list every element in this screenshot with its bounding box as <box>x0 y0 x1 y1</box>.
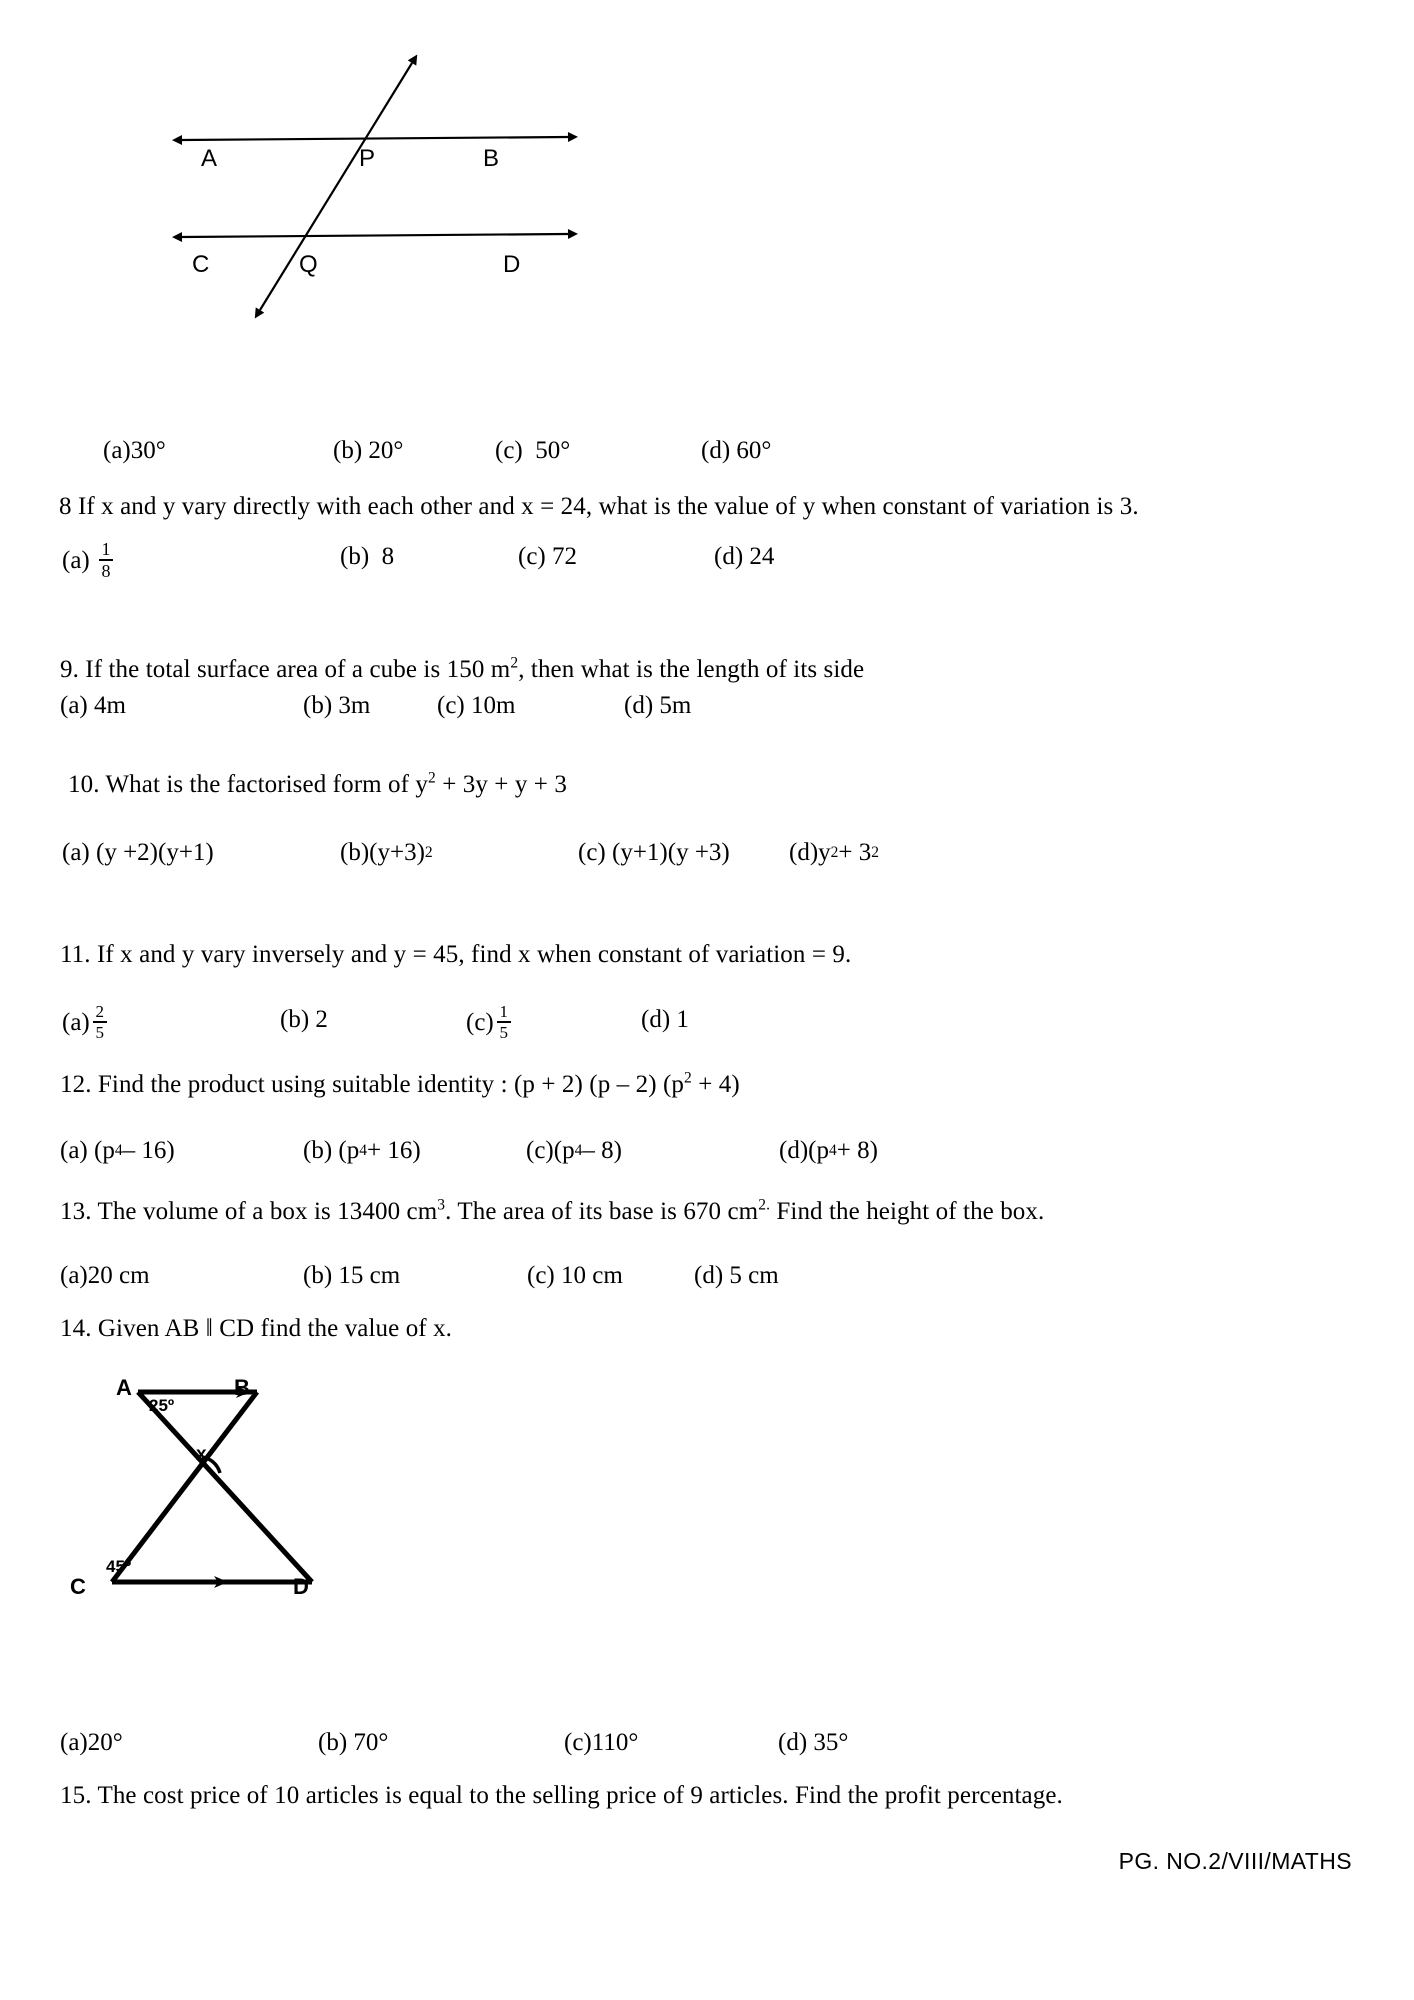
q13-option-d[interactable] <box>694 1260 779 1291</box>
q10-option-b-letter: (b) <box>340 839 370 866</box>
q14-option-a-text: 20° <box>87 1729 123 1756</box>
q7-label-b: B <box>483 145 500 172</box>
q11-option-b-letter: (b) <box>280 1006 310 1033</box>
q7-option-d[interactable] <box>701 435 771 466</box>
q13-option-b[interactable] <box>303 1260 400 1291</box>
q12-option-d-pre: (p <box>808 1137 829 1164</box>
q9-option-a-letter: (a) <box>60 692 88 719</box>
q7-option-c-letter: (c) <box>495 437 523 464</box>
question-13-part2: . The area of its base is 670 cm <box>445 1198 759 1225</box>
q14-option-c-text: 110° <box>591 1729 639 1756</box>
q10-option-d[interactable]: (d) y 2 + 3 2 <box>789 837 879 868</box>
q7-label-p: P <box>359 145 376 172</box>
q7-option-b[interactable] <box>333 435 403 466</box>
line-cd <box>182 234 568 237</box>
q13-option-a-text: 20 cm <box>87 1262 150 1289</box>
q9-option-c[interactable] <box>437 690 515 721</box>
q14-label-d: D <box>293 1574 309 1599</box>
q7-label-d: D <box>503 251 521 278</box>
q9-option-a[interactable] <box>60 690 126 721</box>
q11-option-c-denominator: 5 <box>499 1022 508 1042</box>
q12-option-b-letter: (b) <box>303 1137 333 1164</box>
q12-option-d-post: + 8) <box>836 1137 878 1164</box>
q10-option-d-tail: + 3 <box>838 839 872 866</box>
q7-option-d-text: 60° <box>736 437 772 464</box>
q7-label-c: C <box>192 251 210 278</box>
question-11-text: 11. If x and y vary inversely and y = 45, find x when constant of variation = 9. <box>60 941 852 968</box>
question-12-text <box>60 1069 740 1100</box>
question-12-text-after: + 4) <box>691 1071 740 1098</box>
q14-option-c[interactable] <box>564 1727 638 1758</box>
q7-option-a[interactable] <box>103 435 166 466</box>
q10-option-c-text: (y+1)(y +3) <box>612 839 730 866</box>
question-9-text <box>60 654 864 685</box>
q11-option-c-letter: (c) <box>466 1009 494 1037</box>
q9-option-a-text: 4m <box>94 692 126 719</box>
q13-option-c[interactable] <box>527 1260 623 1291</box>
q10-option-b[interactable]: (b) (y+3) 2 <box>340 837 433 868</box>
q10-option-a-letter: (a) <box>62 839 90 866</box>
segment-b-to-c <box>112 1392 257 1582</box>
q8-option-b-letter: (b) <box>340 543 370 570</box>
q8-option-a-fraction <box>99 540 113 580</box>
q7-parallel-lines-diagram <box>160 45 590 330</box>
q11-option-b[interactable] <box>280 1004 328 1035</box>
question-15-text: 15. The cost price of 10 articles is equal to the selling price of 9 articles. Find the profit percentage. <box>60 1782 1063 1809</box>
q12-option-c[interactable]: (c) (p 4 – 8) <box>526 1135 622 1166</box>
q13-option-b-text: 15 cm <box>338 1262 401 1289</box>
question-10-text-after: + 3y + y + 3 <box>435 771 567 798</box>
q12-option-a-letter: (a) <box>60 1137 88 1164</box>
q7-option-a-letter: (a) <box>103 437 131 464</box>
q8-option-a-numerator: 1 <box>101 539 111 559</box>
question-10-text-before: 10. What is the factorised form of y <box>68 771 428 798</box>
q14-option-c-letter: (c) <box>564 1729 592 1756</box>
question-8-text: 8 If x and y vary directly with each other and x = 24, what is the value of y when constant of variation is 3. <box>59 493 1139 520</box>
segment-a-to-d <box>138 1392 312 1582</box>
q11-option-a[interactable] <box>62 1004 110 1042</box>
question-9-text-before: 9. If the total surface area of a cube is 150 m <box>60 656 511 683</box>
question-12-exponent: 2 <box>684 1069 692 1087</box>
q11-option-b-text: 2 <box>315 1006 328 1033</box>
q10-option-d-text: y <box>818 839 831 866</box>
q12-option-b[interactable]: (b) (p 4 + 16) <box>303 1135 421 1166</box>
q10-option-a-text: (y +2)(y+1) <box>96 839 214 866</box>
q9-option-d-letter: (d) <box>624 692 654 719</box>
q13-option-b-letter: (b) <box>303 1262 333 1289</box>
q10-option-d-letter: (d) <box>789 839 819 866</box>
q9-option-b-text: 3m <box>338 692 371 719</box>
q12-option-c-pre: (p <box>553 1137 575 1164</box>
q12-option-a-post: – 16) <box>122 1137 175 1164</box>
q12-option-a[interactable]: (a) (p 4 – 16) <box>60 1135 175 1166</box>
q12-option-d[interactable]: (d) (p 4 + 8) <box>779 1135 878 1166</box>
q7-option-d-letter: (d) <box>701 437 731 464</box>
q8-option-d-text: 24 <box>749 543 775 570</box>
q8-option-b-text: 8 <box>381 543 395 570</box>
q12-option-b-pre: (p <box>338 1137 360 1164</box>
q8-option-c[interactable] <box>518 541 577 572</box>
q13-option-c-text: 10 cm <box>561 1262 623 1289</box>
question-10-exponent: 2 <box>427 769 436 787</box>
q8-option-d[interactable] <box>714 541 774 572</box>
q11-option-a-fraction <box>93 1003 107 1041</box>
q14-label-a: A <box>116 1375 132 1400</box>
q9-option-b-letter: (b) <box>303 692 333 719</box>
q11-option-a-denominator: 5 <box>95 1022 104 1042</box>
q14-option-b-text: 70° <box>353 1729 389 1756</box>
q14-option-b-letter: (b) <box>318 1729 348 1756</box>
q14-option-d-letter: (d) <box>778 1729 808 1756</box>
question-9-exponent: 2 <box>510 654 519 672</box>
q8-option-c-text: 72 <box>552 543 577 570</box>
q10-option-a[interactable] <box>62 837 214 868</box>
q14-label-c: C <box>70 1574 86 1599</box>
q7-option-c-text: 50° <box>535 437 571 464</box>
question-13-part1: 13. The volume of a box is 13400 cm <box>60 1198 438 1225</box>
q7-option-a-text: 30° <box>130 437 166 464</box>
line-ab <box>182 137 568 140</box>
q7-label-q: Q <box>299 251 318 278</box>
q11-option-a-letter: (a) <box>62 1009 90 1037</box>
q10-option-c[interactable] <box>578 837 730 868</box>
question-10-text <box>68 769 567 800</box>
question-12-text-before: 12. Find the product using suitable identity : (p + 2) (p – 2) (p <box>60 1071 684 1098</box>
q11-option-a-numerator: 2 <box>95 1002 104 1021</box>
q7-option-c[interactable] <box>495 435 570 466</box>
q9-option-d-text: 5m <box>659 692 692 719</box>
q8-option-a-denominator: 8 <box>101 560 111 581</box>
q13-option-d-letter: (d) <box>694 1262 724 1289</box>
q14-angle-label-x: x <box>196 1444 207 1465</box>
q11-option-d[interactable] <box>641 1004 689 1035</box>
q14-angle-label-25: 25º <box>149 1396 175 1415</box>
q8-option-d-letter: (d) <box>714 543 744 570</box>
q9-option-b[interactable] <box>303 690 370 721</box>
question-13-part3: Find the height of the box. <box>770 1198 1045 1225</box>
q11-option-d-text: 1 <box>676 1006 689 1033</box>
question-13-exponent-1: 3 <box>437 1196 446 1214</box>
q8-option-b[interactable] <box>340 541 394 572</box>
q13-option-d-text: 5 cm <box>729 1262 779 1289</box>
q9-option-c-letter: (c) <box>437 692 465 719</box>
q11-option-c[interactable] <box>466 1004 514 1042</box>
q12-option-c-letter: (c) <box>526 1137 554 1164</box>
q10-option-b-text: (y+3) <box>369 839 425 866</box>
question-13-text <box>60 1196 1044 1227</box>
q11-option-c-fraction <box>497 1003 511 1041</box>
question-14-text: 14. Given AB ‖ CD find the value of x. <box>60 1315 453 1342</box>
q13-option-a-letter: (a) <box>60 1262 88 1289</box>
transversal-line <box>260 63 412 310</box>
q14-option-b[interactable] <box>318 1727 388 1758</box>
q8-option-a[interactable] <box>62 541 116 581</box>
q14-option-a[interactable] <box>60 1727 123 1758</box>
q11-option-d-letter: (d) <box>641 1006 671 1033</box>
question-9-text-after: , then what is the length of its side <box>518 656 865 683</box>
q9-option-c-text: 10m <box>471 692 516 719</box>
q13-option-a[interactable] <box>60 1260 150 1291</box>
q12-option-b-post: + 16) <box>366 1137 421 1164</box>
q14-option-a-letter: (a) <box>60 1729 88 1756</box>
q9-option-d[interactable] <box>624 690 691 721</box>
q12-option-a-pre: (p <box>94 1137 115 1164</box>
question-13-exponent-2: 2. <box>758 1196 771 1214</box>
q12-option-d-letter: (d) <box>779 1137 809 1164</box>
q14-option-d-text: 35° <box>813 1729 849 1756</box>
q14-angle-label-45: 45º <box>106 1557 132 1576</box>
q10-option-c-letter: (c) <box>578 839 606 866</box>
q8-option-c-letter: (c) <box>518 543 546 570</box>
q7-option-b-text: 20° <box>368 437 404 464</box>
q7-option-b-letter: (b) <box>333 437 363 464</box>
q8-option-a-letter: (a) <box>62 547 90 575</box>
q14-label-b: B <box>234 1375 250 1400</box>
q7-label-a: A <box>201 145 218 172</box>
q13-option-c-letter: (c) <box>527 1262 555 1289</box>
q14-option-d[interactable] <box>778 1727 848 1758</box>
page-footer: PG. NO.2/VIII/MATHS <box>1118 1848 1352 1874</box>
q11-option-c-numerator: 1 <box>499 1002 508 1021</box>
q12-option-c-post: – 8) <box>582 1137 622 1164</box>
